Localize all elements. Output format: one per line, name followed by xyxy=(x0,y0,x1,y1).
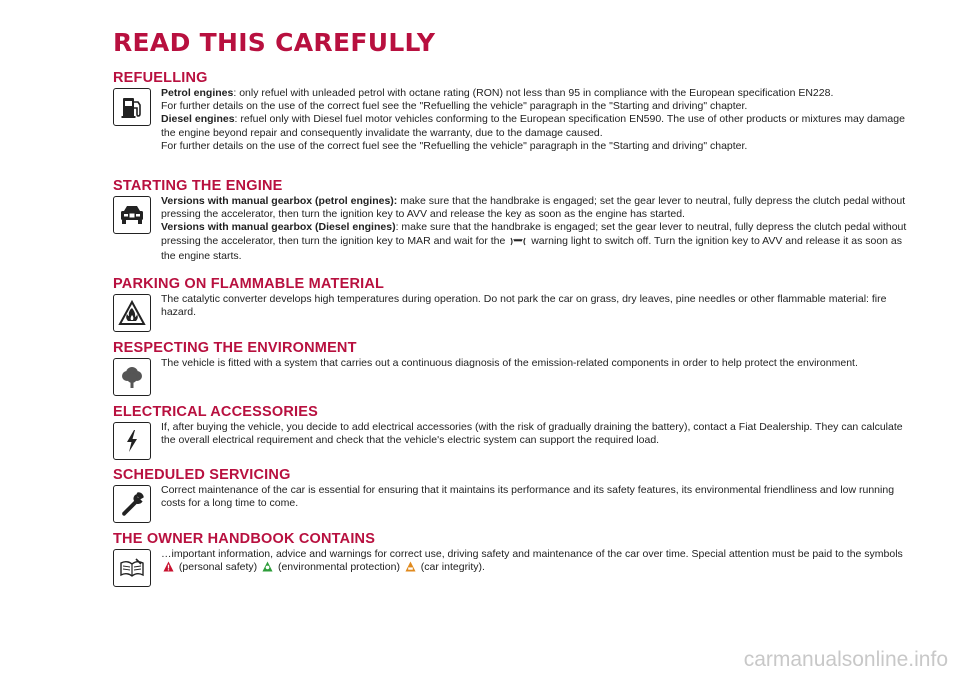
personal-safety-warning-icon xyxy=(163,561,174,576)
section-electrical xyxy=(113,404,913,447)
paragraph-text: (environmental protection) xyxy=(277,561,400,574)
watermark: carmanualsonline.info xyxy=(743,648,948,671)
section-body xyxy=(161,195,913,263)
paragraph xyxy=(161,87,913,100)
paragraph: For further details on the use of the correct fuel see the "Refuelling the vehicle" paragraph in the "Starting and driving" chapter. xyxy=(161,139,748,152)
section-heading: PARKING ON FLAMMABLE MATERIAL xyxy=(113,276,385,292)
section-body xyxy=(161,421,913,447)
car-front-icon xyxy=(113,196,151,234)
environment-protection-icon xyxy=(262,561,273,576)
paragraph-text: warning light to switch off. Turn the ignition key to AVV and release it as soon as the engine starts. xyxy=(161,234,903,262)
page-title: READ THIS CAREFULLY xyxy=(113,28,436,57)
section-body xyxy=(161,357,913,370)
section-body xyxy=(161,87,913,153)
paragraph xyxy=(161,221,913,263)
bold-label: Petrol engines xyxy=(161,87,234,99)
glow-plug-warning-icon xyxy=(510,237,526,250)
paragraph-text: : only refuel with unleaded petrol with octane rating (RON) not less than 95 in compliance with the European specification EN228. xyxy=(233,87,834,99)
paragraph: The catalytic converter develops high temperatures during operation. Do not park the car on grass, dry leaves, pine needles or other flammable material: fire hazard. xyxy=(161,293,887,319)
paragraph: For further details on the use of the correct fuel see the "Refuelling the vehicle" paragraph in the "Starting and driving" chapter. xyxy=(161,100,748,113)
paragraph-text: make sure that the handbrake is engaged; set the gear lever to neutral, fully depress the clutch pedal without pressing the accelerator, then turn the ignition key to AVV and release the key as soon as the engine has started. xyxy=(161,195,906,221)
section-heading: SCHEDULED SERVICING xyxy=(113,467,291,483)
open-book-icon xyxy=(113,549,151,587)
section-heading: RESPECTING THE ENVIRONMENT xyxy=(113,340,357,356)
lightning-icon xyxy=(113,422,151,460)
bold-label: Diesel engines xyxy=(161,113,235,126)
car-integrity-icon xyxy=(405,561,416,576)
paragraph: Correct maintenance of the car is essential for ensuring that it maintains its performance and its safety features, its environmental friendliness and low running costs for a long time to come. xyxy=(161,484,895,510)
section-heading: STARTING THE ENGINE xyxy=(113,178,283,194)
paragraph xyxy=(161,195,913,221)
wrench-icon xyxy=(113,485,151,523)
section-parking xyxy=(113,276,913,319)
fire-hazard-icon xyxy=(113,294,151,332)
section-body xyxy=(161,293,913,319)
section-body xyxy=(161,548,913,576)
paragraph-text: : make sure that the handbrake is engaged; set the gear lever to neutral, fully depress the clutch pedal without pressing the accelerator, then turn the ignition key to MAR and wait for the xyxy=(161,221,907,247)
section-heading: REFUELLING xyxy=(113,70,208,86)
section-handbook xyxy=(113,531,913,576)
section-environment xyxy=(113,340,913,370)
paragraph: If, after buying the vehicle, you decide to add electrical accessories (with the risk of gradually draining the battery), contact a Fiat Dealership. They can calculate the overall electrical requirement and check that the vehicle's electric system can support the required load. xyxy=(161,421,903,447)
fuel-pump-icon xyxy=(113,88,151,126)
section-heading: THE OWNER HANDBOOK CONTAINS xyxy=(113,531,376,547)
section-starting-engine xyxy=(113,178,913,263)
section-refuelling xyxy=(113,70,913,153)
paragraph xyxy=(161,113,913,139)
section-body xyxy=(161,484,913,510)
paragraph-text: (personal safety) xyxy=(178,561,258,574)
paragraph-text: : refuel only with Diesel fuel motor vehicles conforming to the European specification EN590. The use of other products or mixtures may damage the engine beyond repair and consequently invalidate the warranty, due to the damage caused. xyxy=(161,113,905,139)
bold-label: Versions with manual gearbox (petrol engines): xyxy=(161,195,398,207)
section-servicing xyxy=(113,467,913,510)
paragraph-text: (car integrity). xyxy=(420,561,485,574)
bold-label: Versions with manual gearbox (Diesel engines) xyxy=(161,221,396,234)
paragraph: The vehicle is fitted with a system that carries out a continuous diagnosis of the emission-related components in order to help protect the environment. xyxy=(161,357,858,369)
paragraph xyxy=(161,548,913,576)
tree-icon xyxy=(113,358,151,396)
section-heading: ELECTRICAL ACCESSORIES xyxy=(113,404,319,420)
paragraph-text: …important information, advice and warnings for correct use, driving safety and maintenance of the car over time. Special attention must be paid to the symbols xyxy=(161,548,903,560)
